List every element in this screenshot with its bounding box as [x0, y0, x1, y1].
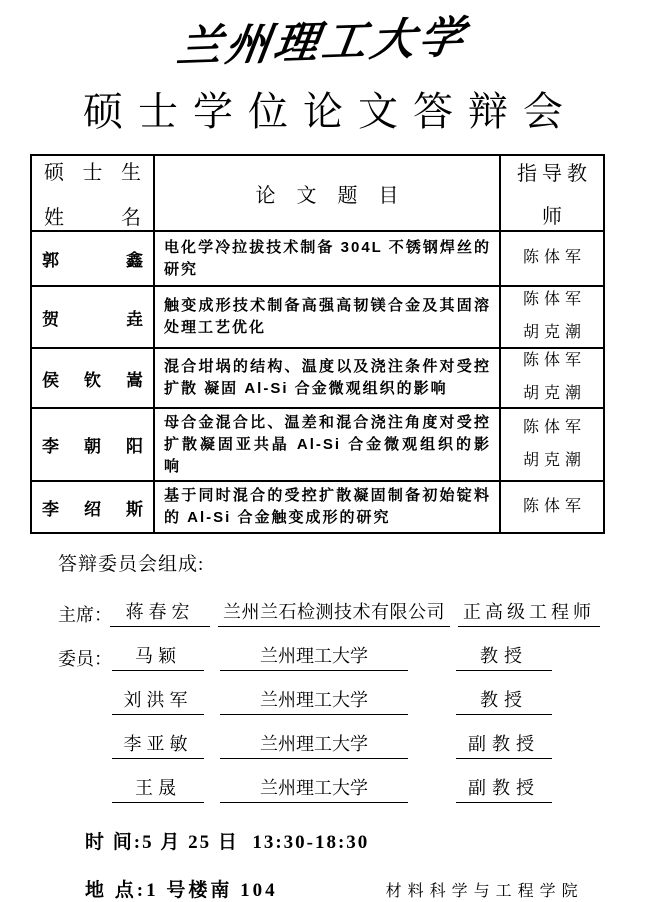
time-label: 时 间: — [85, 831, 143, 853]
committee-heading: 答辩委员会组成: — [58, 553, 205, 575]
member-name: 王晟 — [112, 774, 204, 803]
header-student-name: 硕 士 生 姓 名 — [31, 155, 154, 231]
place-line — [85, 875, 646, 902]
thesis-title-cell: 触变成形技术制备高强高韧镁合金及其固溶处理工艺优化 — [154, 286, 500, 348]
table-row — [31, 286, 604, 348]
committee-member-row — [58, 730, 646, 759]
advisor-cell: 陈体军 胡克潮 — [500, 286, 604, 348]
student-name-cell: 李 绍 斯 — [31, 481, 154, 533]
member-name: 刘洪军 — [112, 686, 204, 715]
time-line — [85, 827, 646, 854]
member-affiliation: 兰州理工大学 — [220, 730, 408, 759]
thesis-title-cell: 电化学冷拉拔技术制备 304L 不锈钢焊丝的研究 — [154, 231, 500, 286]
place-label: 地 点: — [85, 879, 147, 901]
member-title: 教授 — [456, 686, 552, 715]
member-name: 李亚敏 — [112, 730, 204, 759]
member-affiliation: 兰州理工大学 — [220, 774, 408, 803]
chair-label: 主席： — [58, 604, 112, 625]
student-name-cell: 侯 钦 嵩 — [31, 348, 154, 408]
student-name-cell: 李 朝 阳 — [31, 408, 154, 481]
student-name-cell: 郭 鑫 — [31, 231, 154, 286]
page-title: 硕士学位论文答辩会 — [83, 89, 578, 134]
advisor-cell: 陈体军 — [500, 231, 604, 286]
advisor-cell: 陈体军 胡克潮 — [500, 348, 604, 408]
committee-member-row — [58, 774, 646, 803]
chair-name: 蒋春宏 — [110, 598, 210, 627]
table-row — [31, 348, 604, 408]
member-title: 副教授 — [456, 730, 552, 759]
place-text — [85, 875, 278, 902]
defense-table — [30, 154, 605, 534]
thesis-title-cell: 混合坩埚的结构、温度以及浇注条件对受控扩散 凝固 Al-Si 合金微观组织的影响 — [154, 348, 500, 408]
header-thesis-title: 论 文 题 目 — [154, 155, 500, 231]
header-advisor: 指 导 教 师 — [500, 155, 604, 231]
university-logo-calligraphy: 兰州理工大学 — [174, 12, 471, 73]
table-row — [31, 408, 604, 481]
member-affiliation: 兰州理工大学 — [220, 686, 408, 715]
student-name-cell: 贺 垚 — [31, 286, 154, 348]
member-name: 马颖 — [112, 642, 204, 671]
table-row — [31, 481, 604, 533]
thesis-title-cell: 基于同时混合的受控扩散凝固制备初始锭料的 Al-Si 合金触变成形的研究 — [154, 481, 500, 533]
committee-member-row — [58, 686, 646, 715]
committee-member-row — [58, 642, 646, 671]
thesis-title-cell: 母合金混合比、温差和混合浇注角度对受控扩散凝固亚共晶 Al-Si 合金微观组织的影响 — [154, 408, 500, 481]
chair-affiliation: 兰州兰石检测技术有限公司 — [218, 598, 450, 627]
place-value: 1 号楼南 104 — [146, 879, 278, 901]
time-value: 5 月 25 日 13:30-18:30 — [142, 831, 370, 853]
table-row — [31, 231, 604, 286]
member-affiliation: 兰州理工大学 — [220, 642, 408, 671]
member-title: 副教授 — [456, 774, 552, 803]
advisor-cell: 陈体军 — [500, 481, 604, 533]
chair-title: 正高级工程师 — [458, 598, 600, 627]
member-title: 教授 — [456, 642, 552, 671]
advisor-cell: 陈体军 胡克潮 — [500, 408, 604, 481]
department-name: 材料科学与工程学院 — [385, 882, 584, 900]
members-label: 委员： — [58, 648, 112, 669]
committee-chair-row — [58, 598, 646, 627]
logo-area — [0, 0, 646, 73]
table-header-row — [31, 155, 604, 231]
